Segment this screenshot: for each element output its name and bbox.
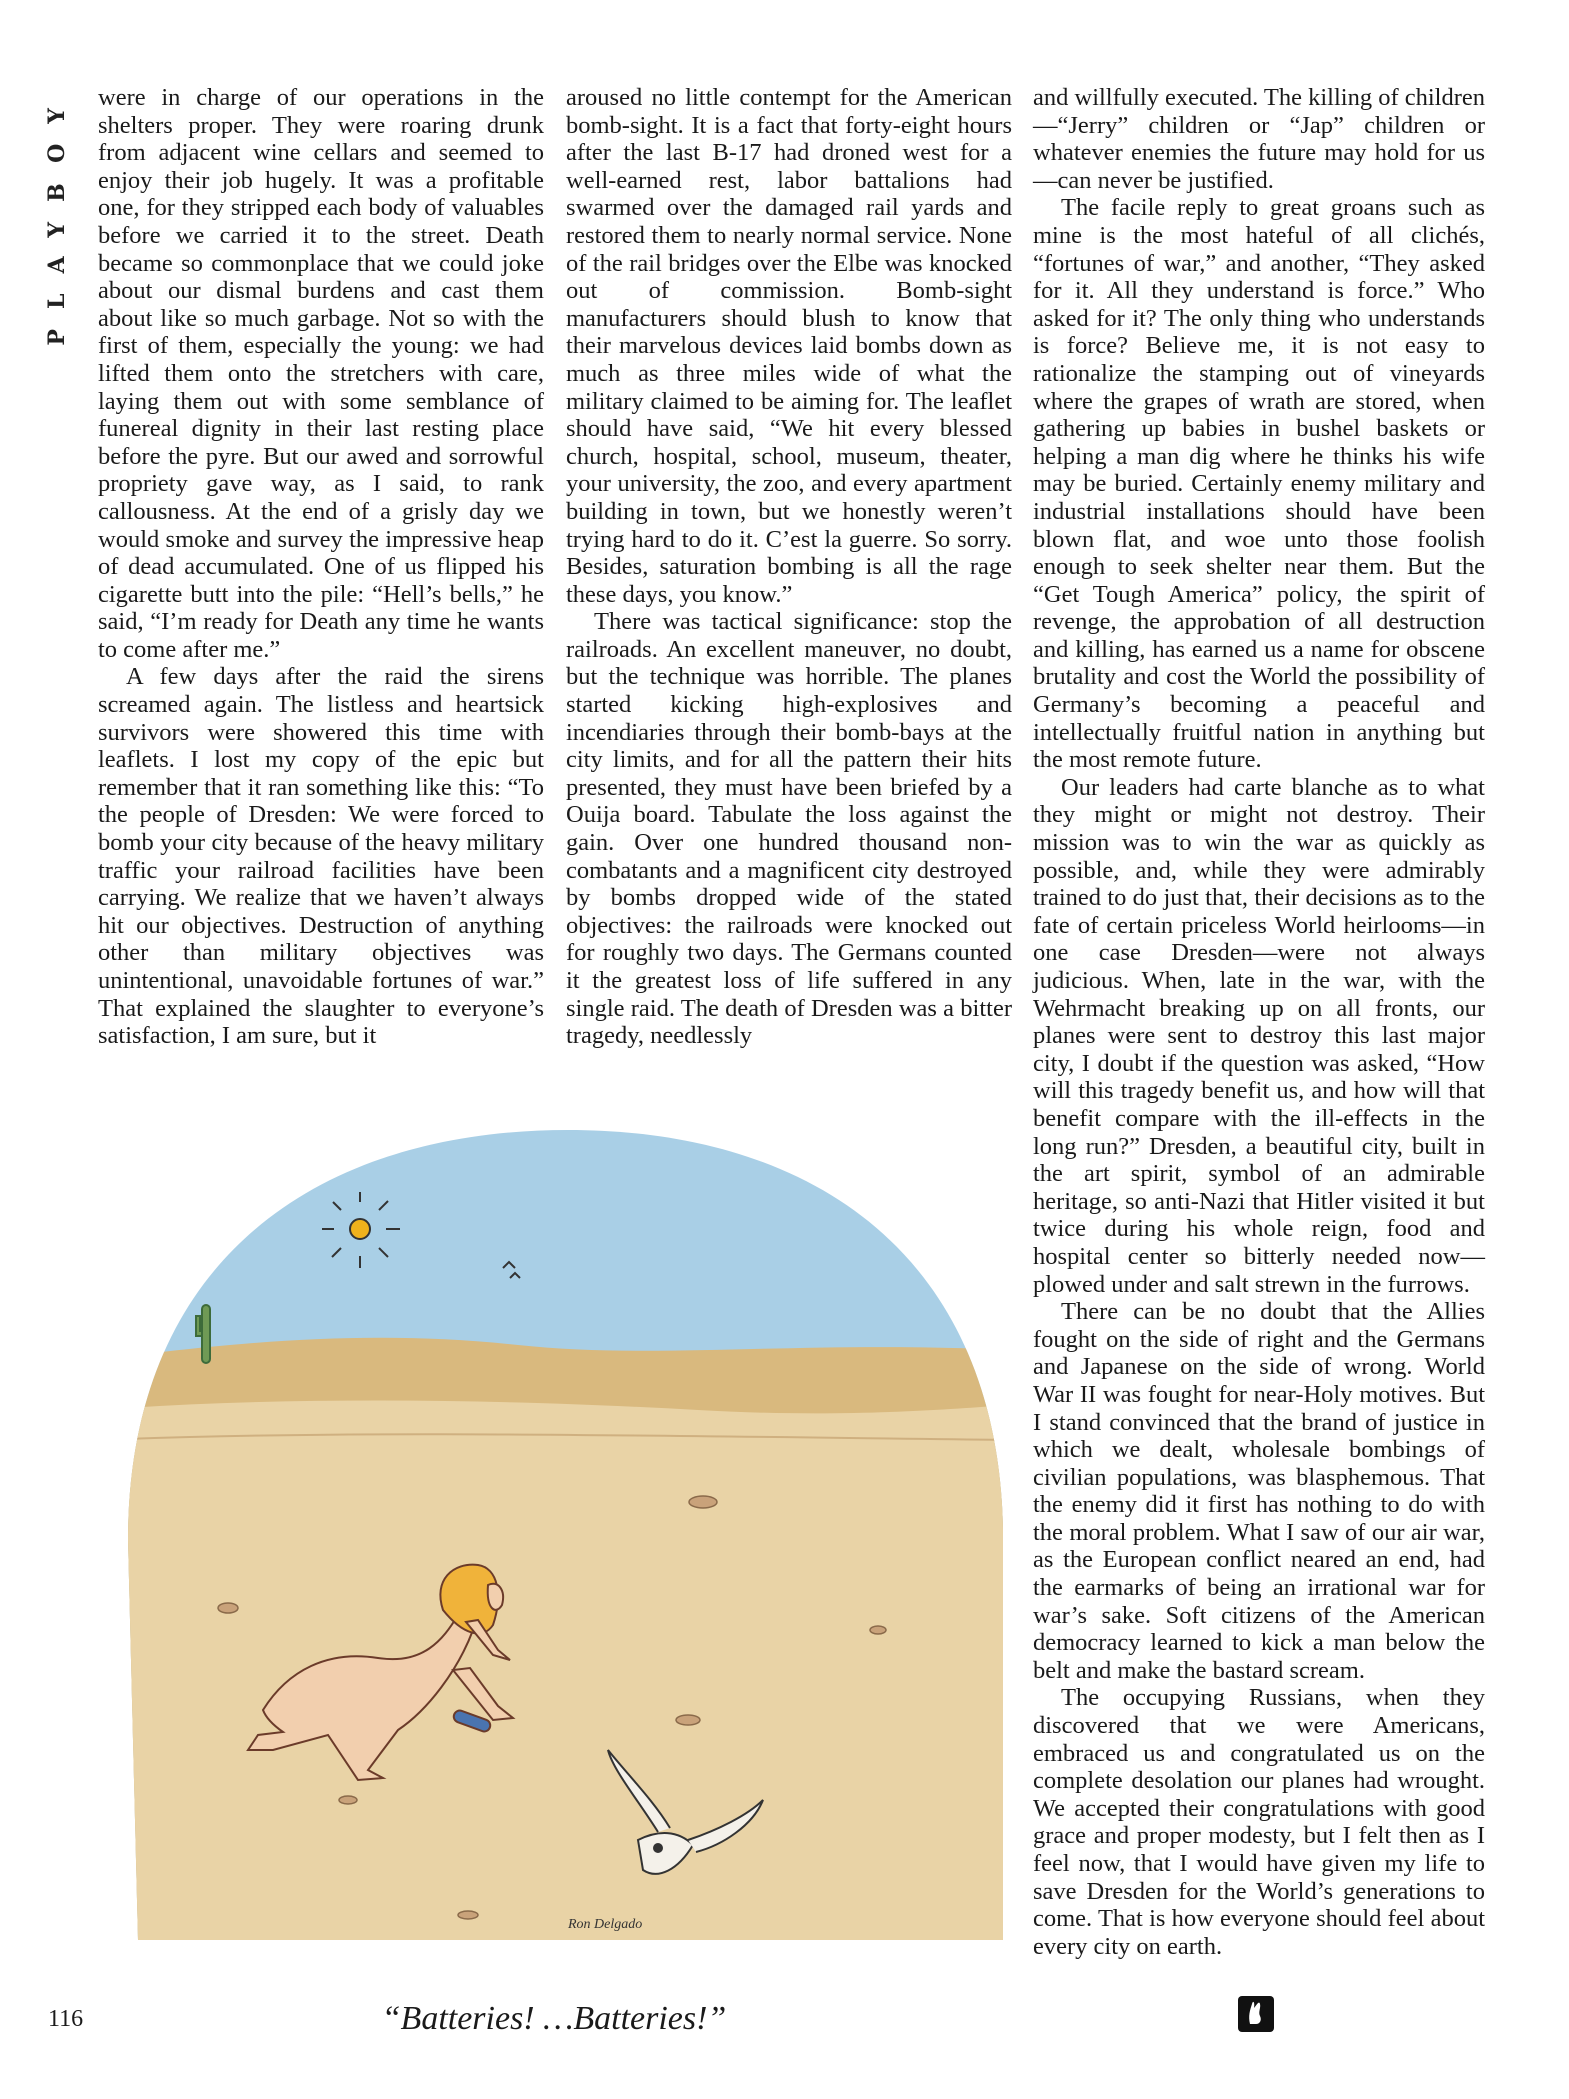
magazine-side-label: PLAYBOY <box>44 88 70 346</box>
article-column-1 <box>98 84 544 1050</box>
rabbit-head-logo-icon <box>1238 1996 1274 2032</box>
article-column-2 <box>566 84 1012 1050</box>
paragraph: A few days after the raid the sirens screamed again. The listless and heartsick survivors were showered this time with leaflets. I lost my copy of the epic but remember that it ran something like this: “To the people of Dresden: We were forced to bomb your city because of the heavy military traffic your railroad facilities have been carrying. We realize that we haven’t always hit our objectives. Destruction of anything other than military objectives was unintentional, unavoidable fortunes of war.” That explained the slaughter to everyone’s satisfaction, I am sure, but it <box>98 663 544 1050</box>
paragraph: and willfully executed. The killing of children—“Jerry” children or “Jap” children or whatever enemies the future may hold for us—can never be justified. <box>1033 84 1485 194</box>
cartoon-caption: “Batteries! …Batteries!” <box>381 2000 727 2037</box>
page-number: 116 <box>48 2006 84 2032</box>
desert-cartoon <box>98 1110 1010 1940</box>
paragraph: The occupying Russians, when they discovered that we were Americans, embraced us and congratulated us on the complete desolation our planes had wrought. We accepted their congratulations with good grace and proper modesty, but I felt then as I feel now, that I would have given my life to save Dresden for the World’s generations to come. That is how everyone should feel about every city on earth. <box>1033 1684 1485 1960</box>
paragraph: There can be no doubt that the Allies fought on the side of right and the Germans and Japanese on the side of wrong. World War II was fought for near-Holy motives. But I stand convinced that the brand of justice in which we dealt, wholesale bombings of civilian populations, was blasphemous. That the enemy did it first has nothing to do with the moral problem. What I saw of our air war, as the European conflict neared an end, had the earmarks of being an irrational war for war’s sake. Soft citizens of the American democracy learned to kick a man below the belt and make the bastard scream. <box>1033 1298 1485 1684</box>
sand <box>98 1401 1010 1940</box>
paragraph: There was tactical significance: stop the railroads. An excellent maneuver, no doubt, but the technique was horrible. The planes started kicking high-explosives and incendiaries through their bomb-bays at the city limits, and for all the pattern their hits presented, they must have been briefed by a Ouija board. Tabulate the loss against the gain. Over one hundred thousand non-combatants and a magnificent city destroyed by bombs dropped wide of the stated objectives: the railroads were knocked out for roughly two days. The Germans counted it the greatest loss of life suffered in any single raid. The death of Dresden was a bitter tragedy, needlessly <box>566 608 1012 1050</box>
paragraph: The facile reply to great groans such as mine is the most hateful of all clichés, “fortunes of war,” and another, “They asked for it. All they understand is force.” Who asked for it? The only thing who understands is force? Believe me, it is not easy to rationalize the stamping out of vineyards where the grapes of wrath are stored, when gathering up babies in bushel baskets or helping a man dig where he thinks his wife may be buried. Certainly enemy military and industrial installations should have been blown flat, and woe unto those foolish enough to seek shelter near them. But the “Get Tough America” policy, the spirit of revenge, the approbation of all destruction and killing, has earned us a name for obscene brutality and cost the World the possibility of Germany’s becoming a peaceful and intellectually fruitful nation in anything but the most remote future. <box>1033 194 1485 774</box>
paragraph: aroused no little contempt for the American bomb-sight. It is a fact that forty-eight hours after the last B-17 had droned west for a well-earned rest, labor battalions had swarmed over the damaged rail yards and restored them to nearly normal service. None of the rail bridges over the Elbe was knocked out of commission. Bomb-sight manufacturers should blush to know that their marvelous devices laid bombs down as much as three miles wide of what the military claimed to be aiming for. The leaflet should have said, “We hit every blessed church, hospital, school, museum, theater, your university, the zoo, and every apartment building in town, but we honestly weren’t trying hard to do it. C’est la guerre. So sorry. Besides, saturation bombing is all the rage these days, you know.” <box>566 84 1012 608</box>
paragraph: were in charge of our operations in the shelters proper. They were roaring drunk from adjacent wine cellars and seemed to enjoy their job hugely. It was a profitable one, for they stripped each body of valuables before we carried it to the street. Death became so commonplace that we could joke about our dismal burdens and cast them about like so much garbage. Not so with the first of them, especially the young: we had lifted them onto the stretchers with care, laying them out with some semblance of funereal dignity in their last resting place before the pyre. But our awed and sorrowful propriety gave way, as I said, to rank callousness. At the end of a grisly day we would smoke and survey the impressive heap of dead accumulated. One of us flipped his cigarette butt into the pile: “Hell’s bells,” he said, “I’m ready for Death any time he wants to come after me.” <box>98 84 544 663</box>
cartoonist-signature: Ron Delgado <box>568 1917 643 1932</box>
paragraph: Our leaders had carte blanche as to what they might or might not destroy. Their mission was to win the war as quickly as possible, and, while they were admirably trained to do just that, their decisions as to the fate of certain priceless World heirlooms—in one case Dresden—were not always judicious. When, late in the war, with the Wehrmacht breaking up on all fronts, our planes were sent to destroy this last major city, I doubt if the question was asked, “How will this tragedy benefit us, and how will that benefit compare with the ill-effects in the long run?” Dresden, a beautiful city, built in the art spirit, symbol of an admirable heritage, so anti-Nazi that Hitler visited it but twice during his whole reign, food and hospital center so bitterly needed now—plowed under and salt strewn in the furrows. <box>1033 773 1485 1298</box>
article-column-3 <box>1033 84 1485 1960</box>
